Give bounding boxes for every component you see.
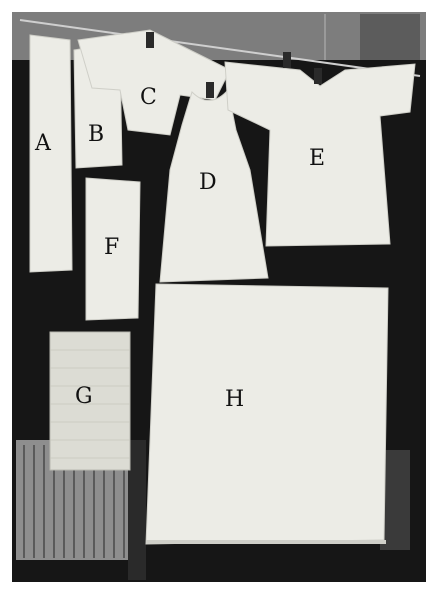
label-f: F [104, 235, 120, 260]
label-d: D [199, 170, 217, 195]
label-h: H [225, 387, 245, 412]
label-b: B [88, 122, 105, 147]
label-a: A [35, 131, 51, 156]
label-e: E [309, 146, 326, 171]
door-frame [360, 14, 420, 60]
garment-h-blanket [146, 284, 388, 544]
label-g: G [75, 384, 93, 409]
label-c: C [140, 85, 157, 110]
